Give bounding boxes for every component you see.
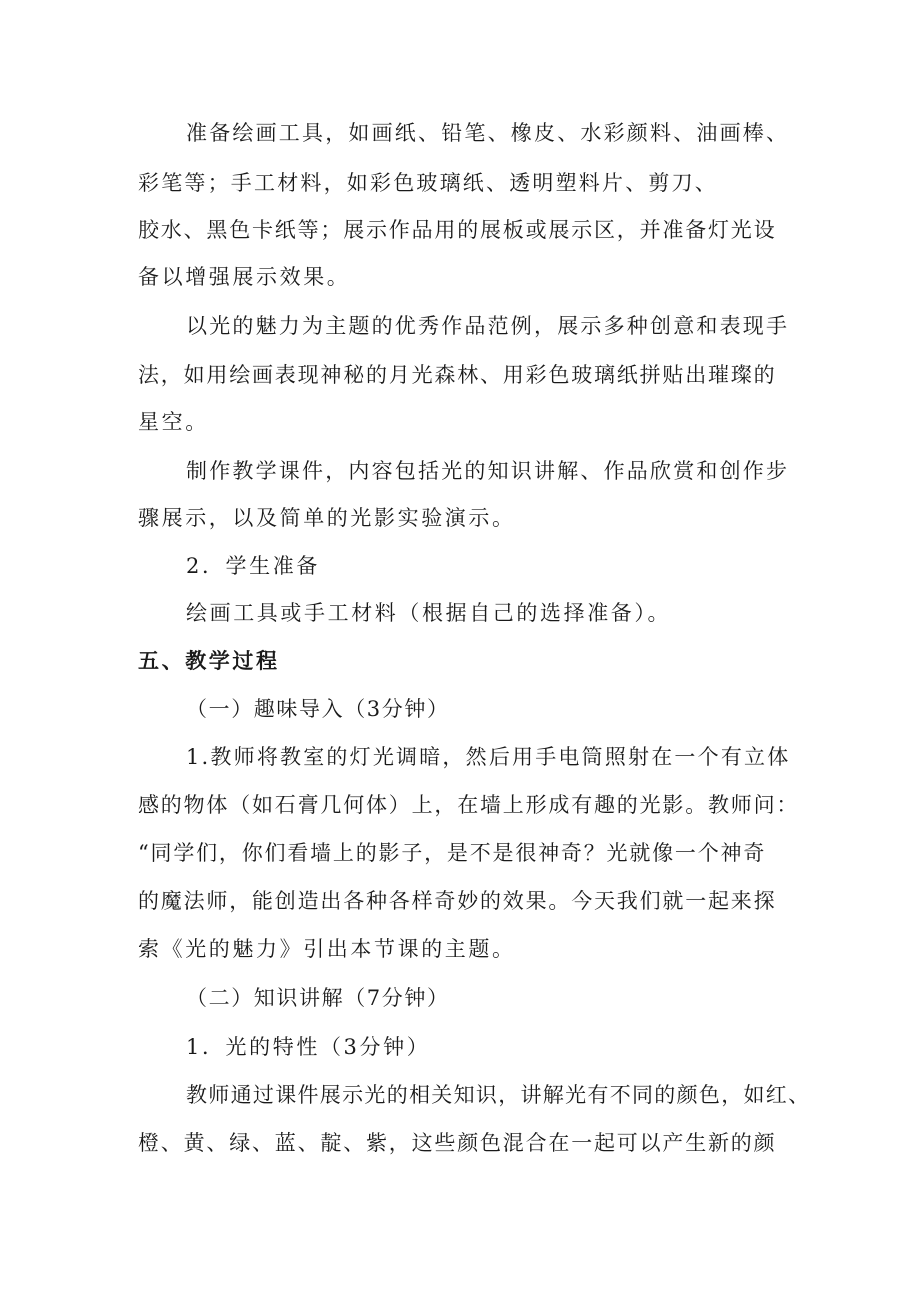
text-line-14: 1.教师将教室的灯光调暗，然后用手电筒照射在一个有立体 bbox=[186, 745, 791, 769]
text-line-6: 法，如用绘画表现神秘的月光森林、用彩色玻璃纸拼贴出璀璨的 bbox=[138, 363, 777, 387]
text-line-1: 准备绘画工具，如画纸、铅笔、橡皮、水彩颜料、油画棒、 bbox=[186, 121, 790, 145]
text-line-18: 索《光的魅力》引出本节课的主题。 bbox=[138, 937, 516, 961]
section-heading-teaching-process: 五、教学过程 bbox=[138, 648, 280, 673]
text-line-15: 感的物体（如石膏几何体）上，在墙上形成有趣的光影。教师问： bbox=[138, 793, 800, 817]
text-line-17: 的魔法师，能创造出各种各样奇妙的效果。今天我们就一起来探 bbox=[138, 889, 777, 913]
text-line-16: “同学们，你们看墙上的影子，是不是很神奇？光就像一个神奇 bbox=[138, 841, 767, 865]
text-line-8: 制作教学课件，内容包括光的知识讲解、作品欣赏和创作步 bbox=[186, 459, 790, 483]
text-line-5: 以光的魅力为主题的优秀作品范例，展示多种创意和表现手 bbox=[186, 314, 790, 338]
subheading-light-properties: 1．光的特性（3分钟） bbox=[186, 1035, 431, 1059]
text-line-9: 骤展示，以及简单的光影实验演示。 bbox=[138, 506, 516, 530]
text-line-11: 绘画工具或手工材料（根据自己的选择准备）。 bbox=[186, 601, 672, 625]
text-line-7: 星空。 bbox=[138, 410, 209, 434]
text-line-22: 橙、黄、绿、蓝、靛、紫，这些颜色混合在一起可以产生新的颜 bbox=[138, 1131, 777, 1155]
text-line-2: 彩笔等；手工材料，如彩色玻璃纸、透明塑料片、剪刀、 bbox=[138, 171, 718, 195]
section-heading-student-prep: 2．学生准备 bbox=[186, 554, 320, 578]
subheading-knowledge: （二）知识讲解（7分钟） bbox=[186, 986, 450, 1010]
text-line-4: 备以增强展示效果。 bbox=[138, 265, 351, 289]
subheading-fun-intro: （一）趣味导入（3分钟） bbox=[186, 697, 450, 721]
text-line-21: 教师通过课件展示光的相关知识，讲解光有不同的颜色，如红、 bbox=[186, 1083, 811, 1107]
text-line-3: 胶水、黑色卡纸等；展示作品用的展板或展示区，并准备灯光设 bbox=[138, 218, 777, 242]
